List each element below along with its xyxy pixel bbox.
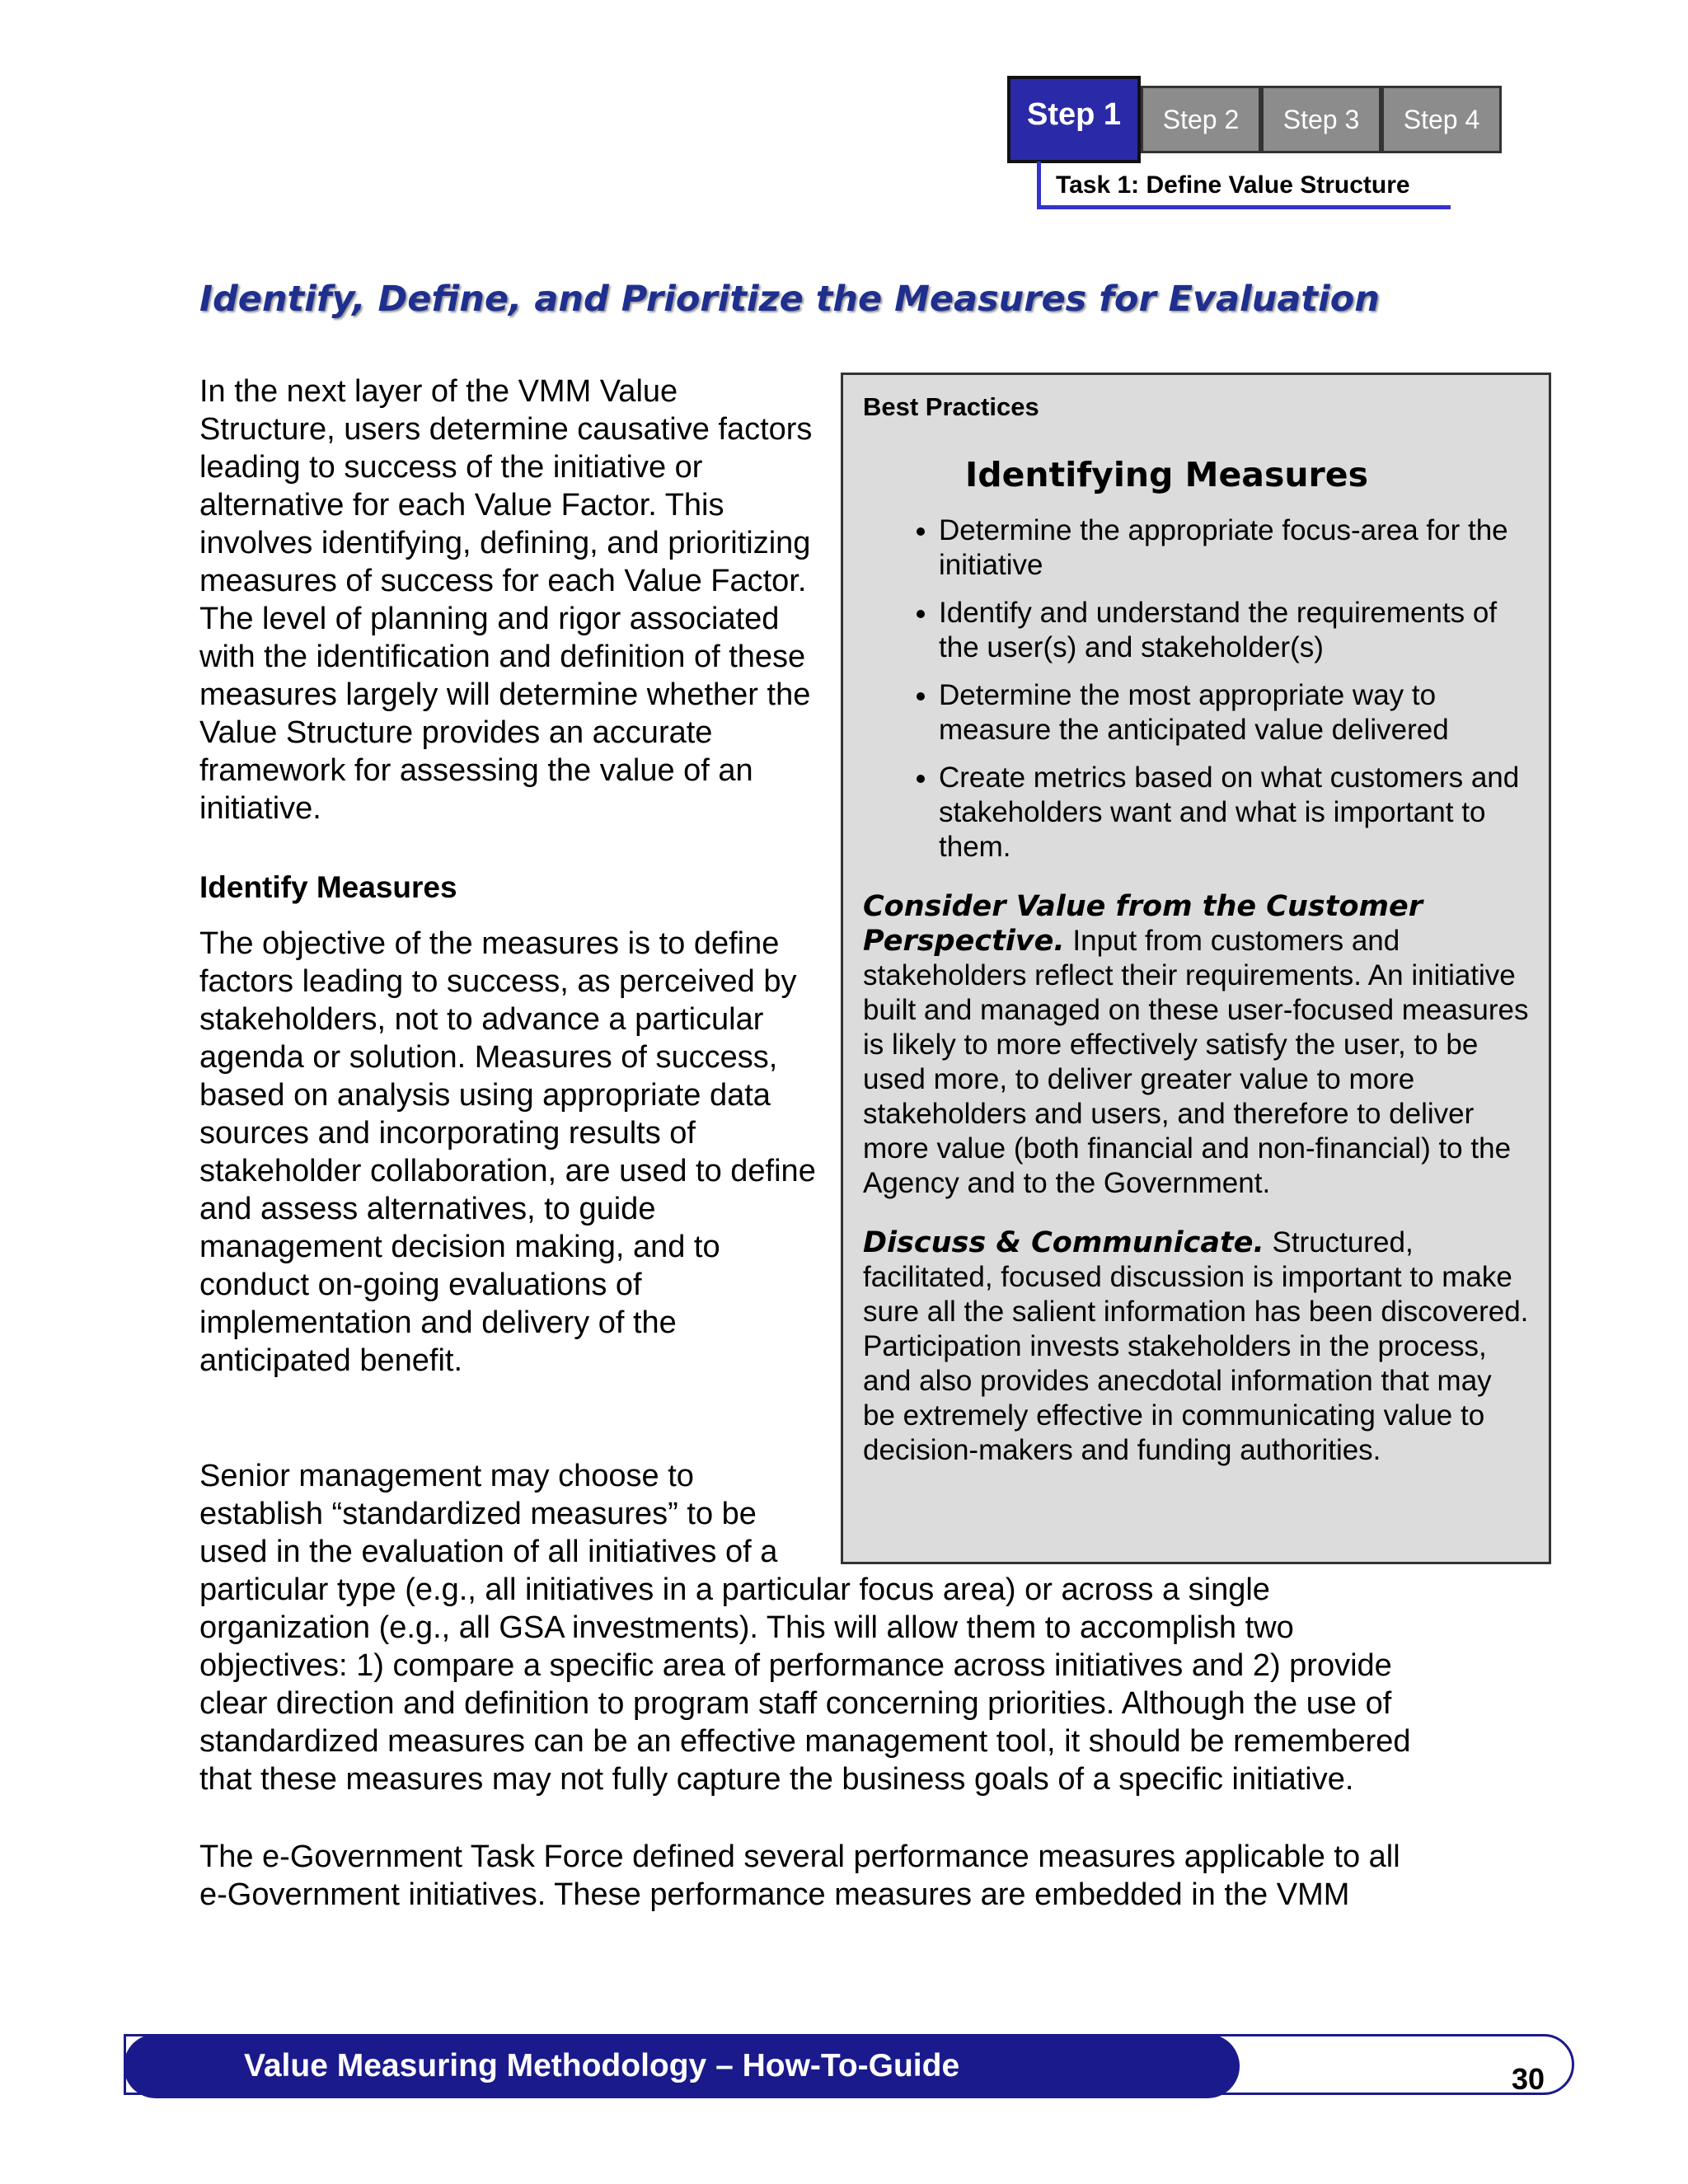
- text-line: particular type (e.g., all initiatives in a particular focus area) or across a single: [199, 1572, 1270, 1607]
- list-item: • Determine the appropriate focus-area for the initiative: [939, 513, 1531, 583]
- paragraph-lead: Consider Value from the Customer Perspective.: [863, 890, 1423, 958]
- text-line: used in the evaluation of all initiatives of a: [199, 1535, 778, 1569]
- text-line: Senior management may choose to: [199, 1459, 694, 1493]
- task-label: Task 1: Define Value Structure: [1037, 162, 1451, 209]
- paragraph-text: Input from customers and stakeholders reflect their requirements. An initiative built and managed on these user-focused measures is likely to more effectively satisfy the user, to be used more, to deliver greater value to more stakeholders and users, and therefore to deliver more value (both financial and non-financial) to the Agency and to the Government.: [863, 925, 1529, 1199]
- footer-title: Value Measuring Methodology – How-To-Guide: [124, 2034, 1240, 2098]
- list-item: • Determine the most appropriate way to measure the anticipated value delivered: [939, 678, 1531, 748]
- tab-step-1[interactable]: Step 1: [1007, 76, 1141, 163]
- discuss-communicate-paragraph: [863, 1226, 1531, 1468]
- list-item: • Identify and understand the requirements of the user(s) and stakeholder(s): [939, 596, 1531, 665]
- paragraph-lead: Discuss & Communicate.: [863, 1226, 1264, 1259]
- text-line: clear direction and definition to program staff concerning priorities. Although the use of: [199, 1686, 1392, 1721]
- tab-step-2[interactable]: Step 2: [1141, 86, 1261, 153]
- paragraph-text: Structured, facilitated, focused discussion is important to make sure all the salient information has been discovered. Participation invests stakeholders in the process, and also provides anecdotal information that may be extremely effective in communicating value to decision-makers and funding authorities.: [863, 1226, 1529, 1466]
- list-item: • Create metrics based on what customers and stakeholders want and what is important to them.: [939, 761, 1531, 865]
- egov-paragraph: [199, 1838, 1400, 1914]
- text-line: organization (e.g., all GSA investments). This will allow them to accomplish two: [199, 1610, 1294, 1645]
- text-line: that these measures may not fully capture the business goals of a specific initiative.: [199, 1762, 1354, 1797]
- text-line: establish “standardized measures” to be: [199, 1497, 757, 1531]
- text-line: The e-Government Task Force defined several performance measures applicable to all: [199, 1840, 1400, 1874]
- text-line: objectives: 1) compare a specific area of performance across initiatives and 2) provide: [199, 1648, 1392, 1683]
- box-label: Best Practices: [863, 392, 1039, 421]
- customer-perspective-paragraph: [863, 889, 1531, 1201]
- box-heading: Identifying Measures: [965, 455, 1368, 494]
- tab-step-4[interactable]: Step 4: [1381, 86, 1502, 153]
- best-practices-box: [841, 373, 1551, 1564]
- best-practices-list: [863, 513, 1531, 865]
- page-title: Identify, Define, and Prioritize the Measures for Evaluation: [199, 279, 1380, 320]
- section-subheading: Identify Measures: [199, 870, 457, 904]
- text-line: e-Government initiatives. These performance measures are embedded in the VMM: [199, 1877, 1350, 1912]
- tab-step-3[interactable]: Step 3: [1261, 86, 1381, 153]
- intro-paragraph: In the next layer of the VMM Value Structure, users determine causative factors leading to success of the initiative or alternative for each Value Factor. This involves identifying, defining, and prioritizing measures of success for each Value Factor. The level of planning and rigor associated with the identification and definition of these measures largely will determine whether the Value Structure provides an accurate framework for assessing the value of an initiative.: [199, 374, 813, 826]
- objective-paragraph: The objective of the measures is to define factors leading to success, as perceived by stakeholders, not to advance a particular agenda or solution. Measures of success, based on analysis using appropriate data sources and incorporating results of stakeholder collaboration, are used to define and assess alternatives, to guide management decision making, and to conduct on-going evaluations of implementation and delivery of the anticipated benefit.: [199, 926, 816, 1378]
- page-number: 30: [1512, 2062, 1545, 2096]
- text-line: standardized measures can be an effective management tool, it should be remembered: [199, 1724, 1411, 1759]
